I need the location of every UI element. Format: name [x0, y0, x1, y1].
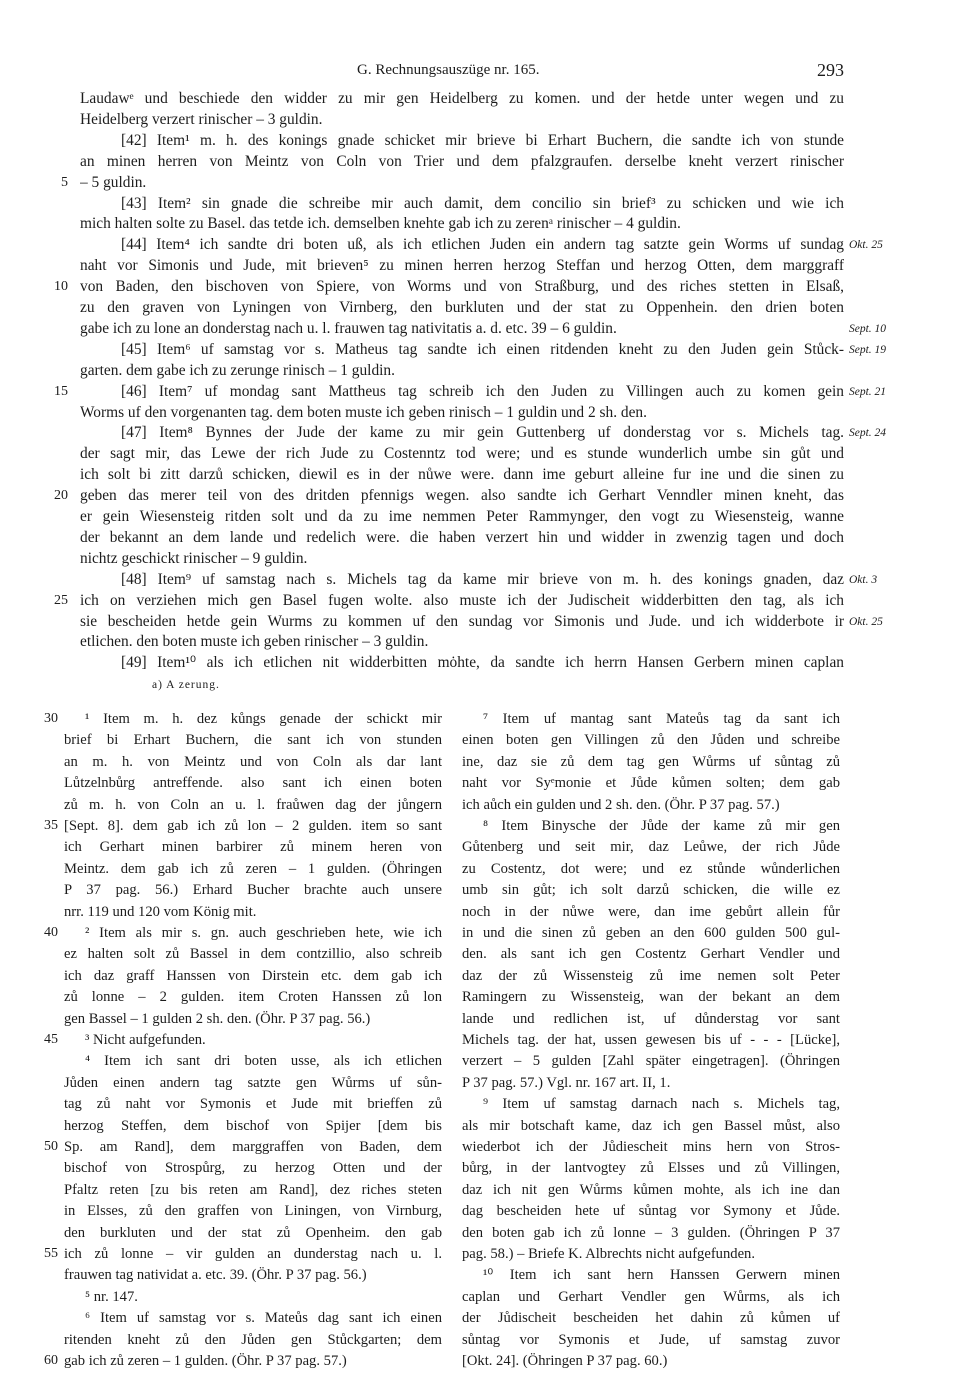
margin-date: Okt. 3 [849, 573, 878, 586]
footnote-line: umb sin gůt; ich solt darzů schicken, die wille ez [462, 882, 840, 899]
footnote-line: pag. 58.) – Briefe K. Albrechts nicht aufgefunden. [462, 1246, 756, 1262]
footnote-line: Sp. am Rand], dem marggraffen von Baden, dem [64, 1139, 442, 1155]
footnote-line: ⁴ Item ich sant dri boten usse, als ich etlichen [85, 1053, 442, 1070]
footnote-line: ich aůch ein gulden und 2 sh. den. (Öhr. P 37 pag. 57.) [462, 796, 780, 813]
footnote-line: caplan und Gerhart Vendler gen Wůrms, als ich [462, 1288, 840, 1305]
footnote-line: ³ Nicht aufgefunden. [85, 1032, 206, 1048]
footnote-line: als mir botschaft kame, daz ich gen Bassel můst, also [462, 1117, 840, 1134]
body-line: naht vor Simonis und Jude, mit brieven⁵ zu minen herren herzog Steffan und herzog Otten, dem marggraff [80, 257, 844, 275]
line-number: 35 [44, 818, 58, 833]
footnote-line: in und die sinen zů geben an den 600 gulden 500 gul- [462, 925, 840, 941]
body-line: etlichen. den boten muste ich geben rinischer – 3 guldin. [80, 633, 429, 651]
footnote-line: ⁹ Item uf samstag darnach nach s. Michels tag, [483, 1096, 840, 1113]
body-line: – 5 guldin. [80, 173, 147, 191]
body-line: von Baden, den bischoven von Spiere, von Worms und von Straßburg, und des riches stetten in Elsaß, [80, 278, 844, 296]
body-line: Laudawᵉ und beschiede den widder zu mir gen Heidelberg zu komen. und der hetde unter wegen und zu [80, 90, 844, 107]
critical-apparatus: a) A zerung. [152, 679, 220, 691]
body-line: zu den graven von Lyningen von Virnberg, den burkluten und der stat zu Oppenhein. den drien boten [80, 299, 844, 316]
body-line: der sagt mir, das Lewe der rich Jude zu Costenntz tod were; und es stunde wunderlich umbe sin gůt und [80, 445, 844, 463]
footnote-line: brief bi Erhart Buchern, die sant ich von stunden [64, 732, 442, 749]
footnote-line: sůntag vor Symonis et Jude, uf samstag zuvor [462, 1331, 840, 1348]
line-number: 45 [44, 1032, 58, 1047]
footnote-line: verzert – 5 gulden [Zahl später eingetragen]. (Öhringen [462, 1053, 840, 1070]
page-number: 293 [817, 60, 844, 80]
body-line: [45] Item⁶ uf samstag vor s. Matheus tag sandte ich einen ritdenden kneht zu den Juden gein Stůck- [121, 340, 844, 358]
footnote-line: herzog Steffen, dem bischof von Spijer [dem bis [64, 1117, 442, 1134]
line-number: 40 [44, 925, 58, 940]
footnote-line: ⁸ Item Binysche der Jůde der kame zů mir gen [483, 818, 840, 834]
body-line: [44] Item⁴ ich sandte dri boten uß, als ich etlichen Juden ein andern tag satzte gein Worms uf sundag [121, 236, 844, 254]
footnote-line: P 37 pag. 57.) Vgl. nr. 167 art. II, 1. [462, 1074, 671, 1091]
footnote-line: zů m. h. von Coln an u. l. fraůwen dag der jůngern [64, 796, 442, 813]
body-line: [48] Item⁹ uf samstag nach s. Michels tag da kame mir brieve von m. h. des konings gnaden, daz [121, 570, 844, 588]
footnote-line: ich zů lonne – vir gulden an dunderstag nach u. l. [64, 1246, 442, 1262]
body-line: ich solt bi zitt darzů schicken, diewil es in der nůwe were. dann ime geburt alleine fur ine und die sinen zu [80, 466, 844, 484]
body-line: nichtz geschickt rinischer – 9 guldin. [80, 549, 308, 567]
line-number: 60 [44, 1353, 58, 1368]
footnote-line: einen boten gen Villingen zů den Jůden und schreibe [462, 732, 840, 749]
line-number: 55 [44, 1246, 58, 1261]
footnote-line: ⁶ Item uf samstag vor s. Mateůs dag sant ich einen [85, 1310, 442, 1327]
footnote-line: der Jůdischeit bescheiden het dahin zů kůmen uf [462, 1310, 840, 1327]
running-title: G. Rechnungsauszüge nr. 165. [357, 62, 540, 78]
footnote-line: den. als sant ich gen Costentz Gerhart Vendler und [462, 946, 840, 963]
footnote-line: lande und redlichen ist, uf důnderstag vor sant [462, 1010, 840, 1027]
line-number: 20 [54, 488, 68, 504]
footnote-line: daz ich nit gen Wůrms kůmen mohte, als ich ine dan [462, 1181, 840, 1198]
footnote-line: dag bescheiden hete uf sůntag vor Symony et Jůde. [462, 1203, 840, 1220]
body-line: mich halten solte zu Basel. das tetde ich. demselben knehte gab ich zu zerenᵃ rinischer – 4 guldin. [80, 215, 681, 233]
line-number: 10 [54, 279, 68, 295]
body-line: gabe ich zu lone an donderstag nach u. l. frauwen tag nativitatis a. d. etc. 39 – 6 guldin. [80, 319, 617, 337]
footnote-line: [Okt. 24]. (Öhringen P 37 pag. 60.) [462, 1353, 668, 1369]
footnote-line: ⁵ nr. 147. [85, 1288, 138, 1305]
body-line: [49] Item¹⁰ als ich etlichen nit widderbitten mȯhte, da sandte ich herrn Hansen Gerbern minen caplan [121, 654, 844, 672]
body-line: an minen herren von Meintz von Coln von Trier und dem pfalzgraufen. derselbe kneht verzert rinischer [80, 152, 844, 170]
line-number: 5 [61, 174, 68, 190]
footnote-line: bůrg, in der lantvogtey zů Elsses und zů Villingen, [462, 1160, 840, 1177]
body-line: Heidelberg verzert rinischer – 3 guldin. [80, 110, 323, 128]
footnote-line: daz der zů Wissensteig zů ime nemen solt Peter [462, 967, 840, 984]
footnote-line: Gůtenberg und seit mir, daz Leůwe, der rich Jůde [462, 839, 840, 856]
body-line: garten. dem gabe ich zu zerunge rinisch – 1 guldin. [80, 361, 395, 379]
body-line: [47] Item⁸ Bynnes der Jude der kame zu mir gein Guttenberg uf donderstag vor s. Michels tag. [121, 424, 844, 442]
line-number: 50 [44, 1139, 58, 1154]
footnote-line: ritenden kneht zů den Jůden gen Stůckgarten; dem [64, 1331, 442, 1348]
footnote-line: Jůden einen andern tag satzte gen Wůrms uf sůn- [64, 1074, 442, 1091]
footnote-line: zů lonne – 2 gulden. item Croten Hanssen zů lon [64, 989, 442, 1006]
page-header [80, 62, 844, 86]
footnote-line: zu Costentz, dot were; und ez stůnde wůnderlichen [462, 860, 840, 877]
footnote-line: den boten gab ich zů lonne – 3 gulden. (Öhringen P 37 [462, 1224, 840, 1241]
footnote-line: gab ich zů zeren – 1 gulden. (Öhr. P 37 pag. 57.) [64, 1353, 347, 1369]
footnote-line: gen Bassel – 1 gulden 2 sh. den. (Öhr. P 37 pag. 56.) [64, 1010, 371, 1027]
footnote-line: bischof von Strospůrg, zu herzog Otten und der [64, 1160, 442, 1177]
body-line: geben das merer teil von des dritden pfennigs wegen. also sandte ich Gerhart Venndler minen kneht, das [80, 487, 844, 505]
margin-date: Sept. 10 [849, 322, 887, 335]
body-line: [43] Item² sin gnade die schreibe mir auch damit, dem concilio sin brief³ zu schicken und wie ich [121, 194, 844, 212]
margin-date: Sept. 24 [849, 427, 887, 440]
line-number: 15 [54, 383, 68, 399]
body-line: [42] Item¹ m. h. des konings gnade schicket mir brieve bi Erhart Buchern, die sandte ich von stunde [121, 131, 844, 149]
footnote-line: Pfaltz reten [zu bis reten am Rand], dez riches steten [64, 1181, 442, 1198]
footnote-line: ez halten solt zů Bassel in dem contzillio, also schreib [64, 946, 442, 963]
body-line: der bekannt an dem lande und redelich were. die haben verzert hin und widder in zwenzig tagen und doch [80, 528, 844, 546]
footnote-line: [Sept. 8]. dem gab ich zů lon – 2 gulden. item so sant [64, 818, 442, 834]
footnote-line: Michels tag. der hat, ussen gewesen bis uf - - - [Lücke], [462, 1032, 840, 1048]
footnote-line: Ramingern zu Wissensteig, wan der bekant an dem [462, 989, 840, 1006]
footnote-line: noch in der nůwe were, dan ime gebůrt allein fůr [462, 903, 840, 920]
margin-date: Sept. 19 [849, 343, 887, 356]
footnote-line: ¹ Item m. h. dez kůngs genade der schickt mir [85, 711, 442, 727]
footnote-line: ¹⁰ Item ich sant hern Hanssen Gerwern minen [483, 1267, 840, 1284]
footnote-line: Lůtzelnbůrg antreffende. also sant ich einen boten [64, 775, 442, 792]
footnote-line: an m. h. von Meintz und von Coln als dar lant [64, 753, 442, 770]
footnote-line: Meintz. dem gab ich zů zeren – 1 gulden. (Öhringen [64, 860, 442, 877]
body-line: sie bescheiden hetde gein Wurms zu kommen uf den sundag vor Simonis und Jude. und ich widderbote ir [80, 612, 844, 630]
footnote-line: den burkluten und der stat zů Openheim. den gab [64, 1224, 442, 1241]
footnote-line: nrr. 119 und 120 vom König mit. [64, 903, 257, 920]
footnote-line: frauwen tag natividat a. etc. 39. (Öhr. P 37 pag. 56.) [64, 1267, 367, 1284]
margin-date: Sept. 21 [849, 385, 887, 398]
footnote-line: ² Item als mir s. gn. auch geschrieben hete, wie ich [85, 925, 442, 941]
footnote-line: wiederbot ich der Jůdiescheit mins hern von Stros- [462, 1139, 840, 1155]
footnote-line: ich Gerhart minen barbirer zů minem heren von [64, 839, 442, 856]
line-number: 30 [44, 711, 58, 726]
body-line: [46] Item⁷ uf mondag sant Mattheus tag schreib ich den Juden zu Villingen auch zu komen gein [121, 382, 844, 400]
body-line: Worms uf den vorgenanten tag. dem boten muste ich geben rinisch – 1 guldin und 2 sh. den. [80, 403, 647, 421]
footnote-line: tag zů naht vor Symonis et Jude mit brieffen zů [64, 1096, 442, 1113]
footnote-line: in Elsses, zů den graffen von Liningen, von Virnburg, [64, 1203, 442, 1220]
body-line: er gein Wiesensteig ritden solt und da zu ime nemmen Peter Rammynger, den vogt zu Wiesensteig, wanne [80, 508, 844, 525]
footnote-line: ine, daz sie zů dem tag gen Wůrms uf sůntag zů [462, 753, 840, 770]
line-number: 25 [54, 592, 68, 608]
footnote-line: ⁷ Item uf mantag sant Mateůs tag da sant ich [483, 711, 840, 727]
footnote-line: naht vor Syᵉmonie et Jůde kůmen solten; dem gab [462, 775, 840, 792]
footnote-line: ich daz graff Hanssen von Dirstein etc. dem gab ich [64, 967, 442, 984]
margin-date: Okt. 25 [849, 615, 883, 628]
margin-date: Okt. 25 [849, 239, 883, 252]
footnote-line: P 37 pag. 56.) Erhard Bucher brachte auch unsere [64, 882, 442, 899]
body-line: ich on verziehen mich gen Basel fugen wolte. also muste ich der Judischeit widderbitten den tag, als ich [80, 591, 844, 609]
